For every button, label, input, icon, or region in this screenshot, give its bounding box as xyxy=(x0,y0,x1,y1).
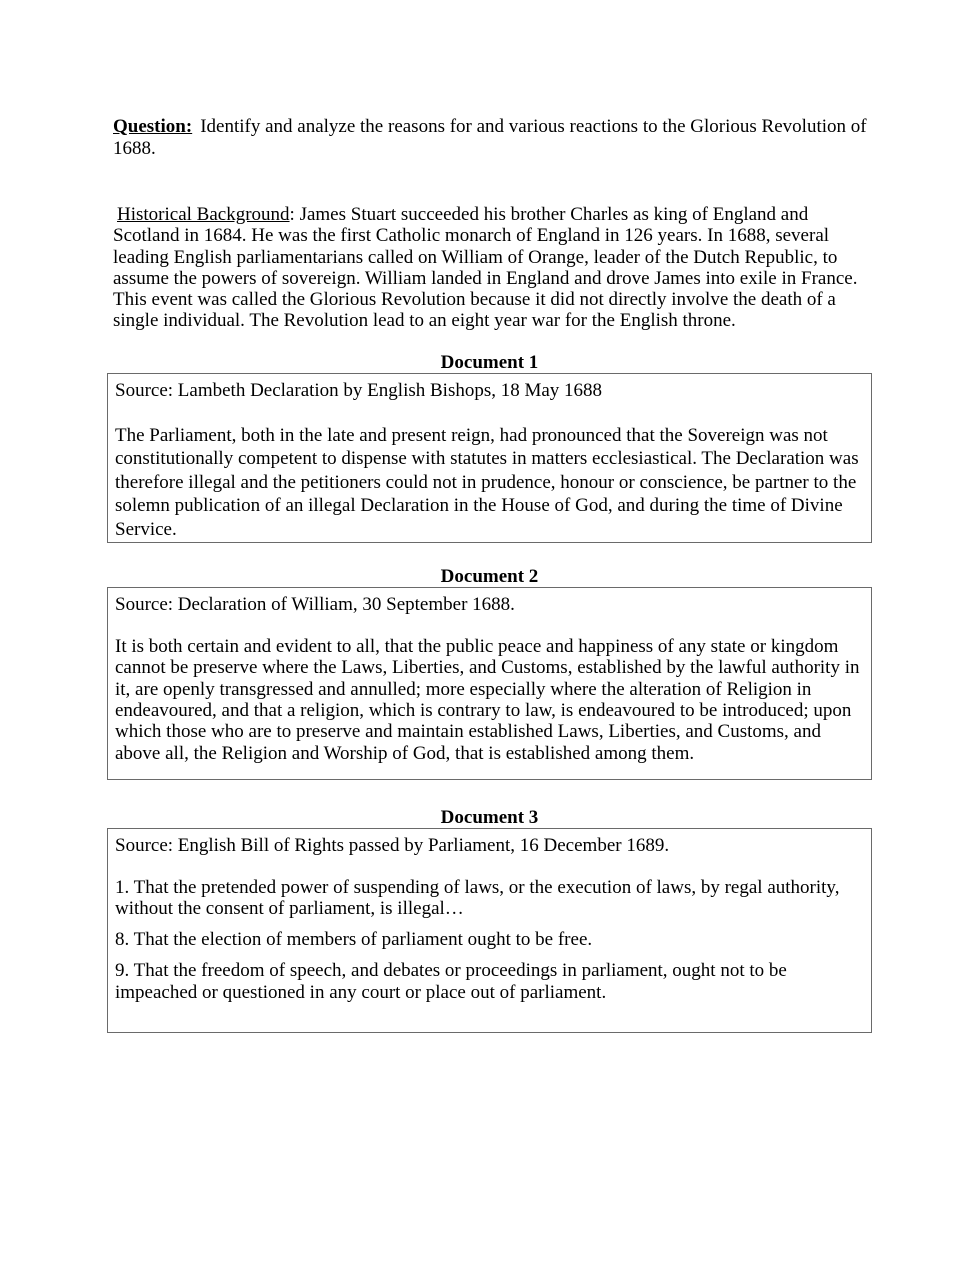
historical-background-label: Historical Background xyxy=(117,204,290,225)
document-2-box xyxy=(107,587,872,780)
document-2-paragraph: It is both certain and evident to all, that the public peace and happiness of any state or kingdom cannot be preserve where the Laws, Liberties, and Customs, established by the lawful authority in it, are openly transgressed and annulled; more especially where the alteration of Religion in endeavoured, and that a religion, which is contrary to law, is endeavoured to be introduced; upon which those who are to preserve and maintain established Laws, Liberties, and Customs, and above all, the Religion and Worship of God, that is established among them. xyxy=(115,635,860,764)
document-3-heading: Document 3 xyxy=(440,806,539,828)
document-3-box xyxy=(107,828,872,1033)
question-label: Question: xyxy=(113,116,193,137)
question-text: Identify and analyze the reasons for and various reactions to the Glorious Revolution of 1688. xyxy=(113,116,867,159)
document-2-heading: Document 2 xyxy=(440,565,539,587)
document-1-heading: Document 1 xyxy=(440,351,539,373)
historical-background-paragraph xyxy=(113,204,873,332)
document-2-source: Source: Declaration of William, 30 September 1688. xyxy=(115,593,515,615)
document-3-source: Source: English Bill of Rights passed by Parliament, 16 December 1689. xyxy=(115,834,670,856)
document-3-paragraph-2: 8. That the election of members of parliament ought to be free. xyxy=(115,929,593,951)
document-1-paragraph: The Parliament, both in the late and present reign, had pronounced that the Sovereign was not constitutionally competent to dispense with statutes in matters ecclesiastical. The Declaration was therefore illegal and the petitioners could not in prudence, honour or conscience, be partner to the solemn publication of an illegal Declaration in the House of God, and during the time of Divine Service. xyxy=(115,424,859,540)
question-paragraph xyxy=(113,116,873,160)
document-1-box xyxy=(107,373,872,543)
historical-background-text: : James Stuart succeeded his brother Charles as king of England and Scotland in 1684. He was the first Catholic monarch of England in 126 years. In 1688, several leading English parliamentarians called on William of Orange, leader of the Dutch Republic, to assume the powers of sovereign. William landed in England and drove James into exile in France. This event was called the Glorious Revolution because it did not directly involve the death of a single individual. The Revolution lead to an eight year war for the English throne. xyxy=(113,204,858,332)
document-1-source: Source: Lambeth Declaration by English Bishops, 18 May 1688 xyxy=(115,379,603,401)
document-3-paragraph-1: 1. That the pretended power of suspending of laws, or the execution of laws, by regal authority, without the consent of parliament, is illegal… xyxy=(115,876,840,920)
document-3-paragraph-3: 9. That the freedom of speech, and debates or proceedings in parliament, ought not to be impeached or questioned in any court or place out of parliament. xyxy=(115,960,787,1003)
